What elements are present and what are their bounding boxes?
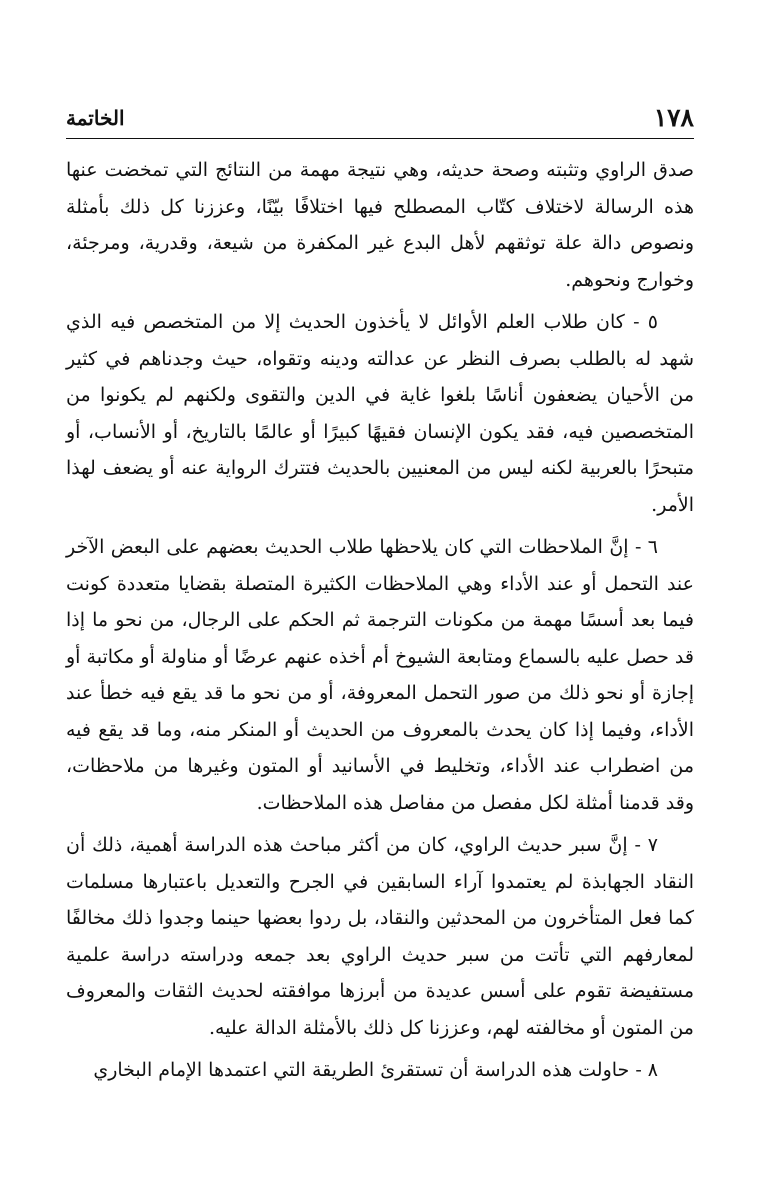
paragraph-point-8: ٨ - حاولت هذه الدراسة أن تستقرئ الطريقة التي اعتمدها الإمام البخاري bbox=[93, 1059, 658, 1081]
running-title: الخاتمة bbox=[66, 106, 125, 130]
header-divider bbox=[66, 138, 694, 139]
page-body bbox=[66, 152, 694, 1095]
paragraph-point-7: ٧ - إنَّ سبر حديث الراوي، كان من أكثر مباحث هذه الدراسة أهمية، ذلك أن النقاد الجهابذة لم يعتمدوا آراء السابقين في الجرح والتعديل باعتبارها مسلمات كما فعل المتأخرون من المحدثين والنقاد، بل ردوا بعضها حينما وجدوا ذلك مخالفًا لمعارفهم التي تأتت من سبر حديث الراوي بعد جمعه ودراسته دراسة علمية مستفيضة تقوم على أسس عديدة من أبرزها موافقته لحديث الثقات والمعروف من المتون أو مخالفته لهم، وعززنا كل ذلك بالأمثلة الدالة عليه. bbox=[66, 834, 694, 1039]
page-header bbox=[66, 97, 694, 133]
paragraph-point-6: ٦ - إنَّ الملاحظات التي كان يلاحظها طلاب الحديث بعضهم على البعض الآخر عند التحمل أو عند الأداء وهي الملاحظات الكثيرة المتصلة بقضايا متعددة كونت فيما بعد أسسًا مهمة من مكونات الترجمة ثم الحكم على الرجال، من نحو ما إذا قد حصل عليه بالسماع ومتابعة الشيوخ أم أخذه عنهم عرضًا أو مناولة أو مكاتبة أو إجازة أو نحو ذلك من صور التحمل المعروفة، أو من نحو ما قد يقع فيه خطأ عند الأداء، وفيما إذا كان يحدث بالمعروف من الحديث أو المنكر منه، وما قد يقع فيه من اضطراب عند الأداء، وتخليط في الأسانيد أو المتون وغيرها من ملاحظات، وقد قدمنا أمثلة لكل مفصل من مفاصل هذه الملاحظات. bbox=[66, 536, 694, 814]
page-number: ١٧٨ bbox=[653, 103, 694, 132]
paragraph-point-5: ٥ - كان طلاب العلم الأوائل لا يأخذون الحديث إلا من المتخصص فيه الذي شهد له بالطلب بصرف النظر عن عدالته ودينه وتقواه، حيث وجدناهم في كثير من الأحيان يضعفون أناسًا بلغوا غاية في الدين والتقوى ولكنهم لم يكونوا من المتخصصين فيه، فقد يكون الإنسان فقيهًا كبيرًا أو عالمًا بالتاريخ، أو الأنساب، أو متبحرًا بالعربية لكنه ليس من المعنيين بالحديث فتترك الرواية عنه أو يضعف لهذا الأمر. bbox=[66, 311, 694, 516]
paragraph-continued: صدق الراوي وتثبته وصحة حديثه، وهي نتيجة مهمة من النتائج التي تمخضت عنها هذه الرسالة لاختلاف كتّاب المصطلح فيها اختلافًا بيّنًا، وعززنا كل ذلك بأمثلة ونصوص دالة علة توثقهم لأهل البدع غير المكفرة من شيعة، وقدرية، ومرجئة، وخوارج ونحوهم. bbox=[66, 159, 694, 291]
